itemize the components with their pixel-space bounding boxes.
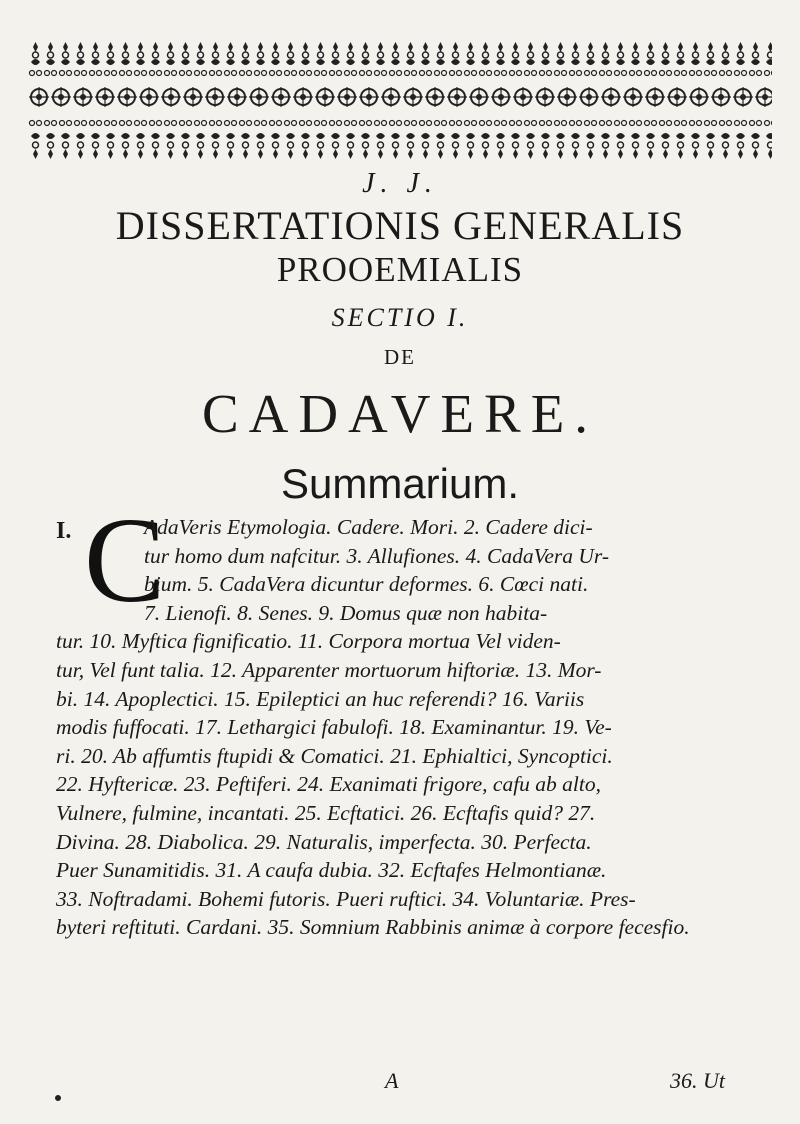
summary-line: tur. 10. Myftica fignificatio. 11. Corpora mortua Vel viden- <box>56 629 561 654</box>
summary-number: I. <box>56 518 72 544</box>
summary-line: 33. Noftradami. Bohemi futoris. Pueri ruftici. 34. Voluntariæ. Pres- <box>56 886 636 911</box>
summary-line: Vulnere, fulmine, incantati. 25. Ecftatici. 26. Ecftafis quid? 27. <box>56 800 596 825</box>
summary-line: bium. 5. CadaVera dicuntur deformes. 6. Cœci nati. <box>144 572 589 597</box>
title-line-1: DISSERTATIONIS GENERALIS <box>115 203 685 248</box>
summary-heading: Summarium. <box>280 460 520 507</box>
signature-mark: J. J. <box>362 168 438 199</box>
summary-line: ri. 20. Ab affumtis ftupidi & Comatici. 21. Ephialtici, Syncoptici. <box>56 743 613 768</box>
ink-dot <box>55 1095 61 1101</box>
subject-heading: CADAVERE. <box>201 383 599 444</box>
summary-text <box>56 513 756 942</box>
summary-line: 22. Hyftericæ. 23. Peftiferi. 24. Exanimati frigore, cafu ab alto, <box>56 772 601 797</box>
rosette-row-icon <box>28 86 772 108</box>
fleuron-row-icon <box>28 40 772 80</box>
summary-line: byteri reftituti. Cardani. 35. Somnium Rabbinis animæ à corpore fecesfio. <box>56 915 690 940</box>
summary-line: 7. Lienofi. 8. Senes. 9. Domus quæ non habita- <box>144 600 548 625</box>
preposition-de: DE <box>384 345 416 369</box>
summary-line: tur, Vel funt talia. 12. Apparenter mortuorum hiftoriæ. 13. Mor- <box>56 657 602 682</box>
summary-line: AdaVeris Etymologia. Cadere. Mori. 2. Cadere dici- <box>144 515 593 539</box>
drop-cap-letter: C <box>84 493 166 628</box>
summary-line: modis fuffocati. 17. Lethargici fabulofi. 18. Examinantur. 19. Ve- <box>56 715 612 740</box>
ornament-border-top <box>28 40 772 80</box>
section-heading: SECTIO I. <box>331 303 469 332</box>
summary-line: bi. 14. Apoplectici. 15. Epileptici an huc referendi? 16. Variis <box>56 686 585 711</box>
title-line-2: PROOEMIALIS <box>276 250 524 289</box>
summary-line: Puer Sunamitidis. 31. A caufa dubia. 32. Ecftafes Helmontianæ. <box>56 858 607 883</box>
fleuron-row-icon <box>28 118 772 160</box>
summary-line: tur homo dum nafcitur. 3. Allufiones. 4. CadaVera Ur- <box>144 543 610 568</box>
ornament-border-bottom <box>28 118 772 160</box>
catchword: 36. Ut <box>670 1068 725 1093</box>
ornament-border-middle <box>28 86 772 108</box>
signature-letter: A <box>385 1068 399 1093</box>
summary-line: Divina. 28. Diabolica. 29. Naturalis, imperfecta. 30. Perfecta. <box>56 829 592 854</box>
